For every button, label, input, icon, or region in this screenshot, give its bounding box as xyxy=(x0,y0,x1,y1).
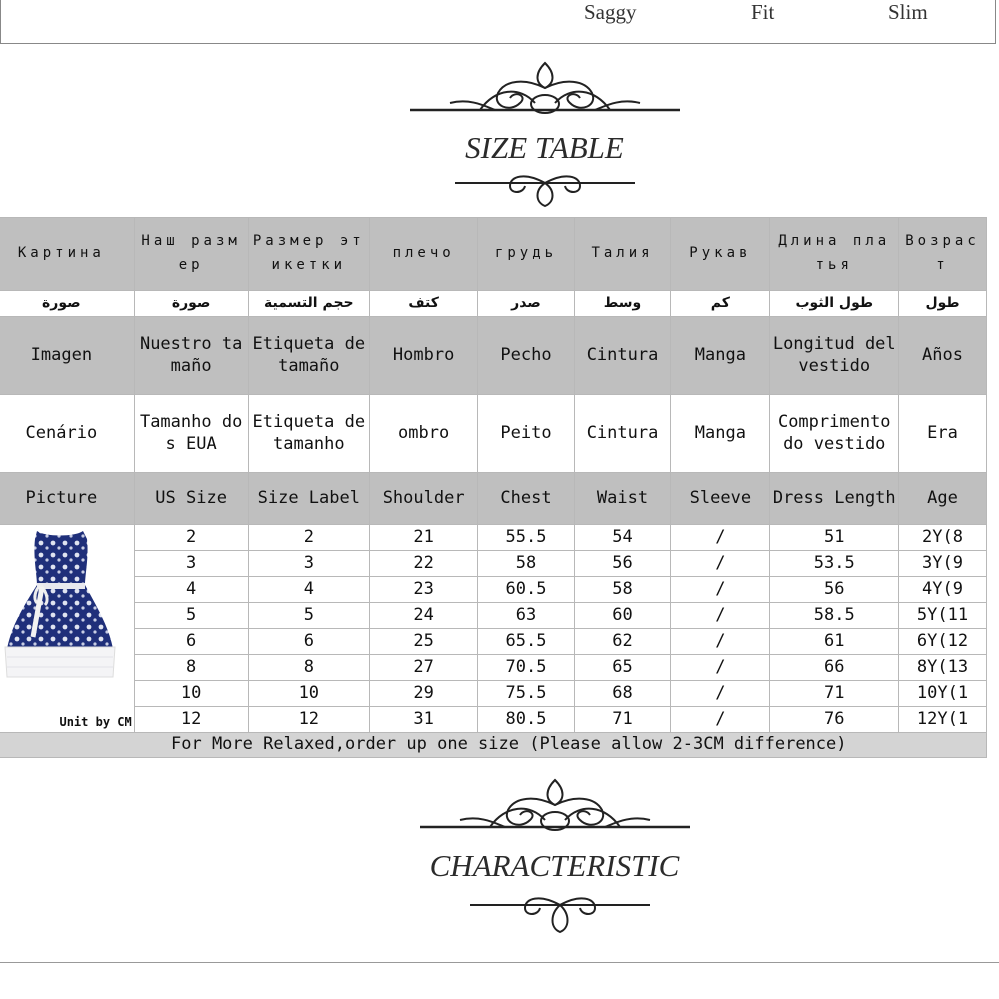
header-cell: Comprimento do vestido xyxy=(770,395,899,473)
header-cell: Hombro xyxy=(370,317,478,395)
header-cell: Waist xyxy=(574,473,670,525)
footer-row xyxy=(0,733,987,758)
header-cell: صورة xyxy=(0,291,134,317)
header-cell: Картина xyxy=(0,218,134,291)
cell-sleeve: / xyxy=(671,681,770,707)
table-row xyxy=(0,681,987,707)
header-cell: Age xyxy=(899,473,987,525)
size-table-title: SIZE TABLE xyxy=(465,130,624,165)
cell-chest: 80.5 xyxy=(478,707,575,733)
ornament-flourish-small-icon xyxy=(455,168,635,208)
unit-note: Unit by CM xyxy=(59,714,132,729)
cell-size-label: 12 xyxy=(248,707,370,733)
header-cell: Chest xyxy=(478,473,575,525)
cell-dress-length: 61 xyxy=(770,629,899,655)
table-row xyxy=(0,525,987,551)
header-cell: US Size xyxy=(134,473,248,525)
cell-shoulder: 22 xyxy=(370,551,478,577)
cell-waist: 58 xyxy=(574,577,670,603)
cell-sleeve: / xyxy=(671,525,770,551)
header-cell: Etiqueta de tamaño xyxy=(248,317,370,395)
cell-dress-length: 76 xyxy=(770,707,899,733)
cell-us-size: 8 xyxy=(134,655,248,681)
header-cell: ombro xyxy=(370,395,478,473)
cell-sleeve: / xyxy=(671,655,770,681)
fit-options-box xyxy=(0,0,996,44)
dress-photo-icon xyxy=(1,527,119,689)
cell-age: 4Y(9 xyxy=(899,577,987,603)
cell-waist: 68 xyxy=(574,681,670,707)
fit-option-fit: Fit xyxy=(751,0,775,24)
cell-waist: 65 xyxy=(574,655,670,681)
header-cell: Cintura xyxy=(574,395,670,473)
header-cell: وسط xyxy=(574,291,670,317)
header-cell: Era xyxy=(899,395,987,473)
table-row xyxy=(0,551,987,577)
header-cell: حجم التسمية xyxy=(248,291,370,317)
cell-dress-length: 51 xyxy=(770,525,899,551)
header-cell: грудь xyxy=(478,218,575,291)
header-row-en xyxy=(0,473,987,525)
cell-us-size: 4 xyxy=(134,577,248,603)
cell-waist: 62 xyxy=(574,629,670,655)
size-table xyxy=(0,217,987,758)
cell-chest: 65.5 xyxy=(478,629,575,655)
cell-size-label: 10 xyxy=(248,681,370,707)
header-cell: طول الثوب xyxy=(770,291,899,317)
cell-chest: 75.5 xyxy=(478,681,575,707)
cell-shoulder: 29 xyxy=(370,681,478,707)
header-cell: صورة xyxy=(134,291,248,317)
cell-us-size: 3 xyxy=(134,551,248,577)
header-cell: Años xyxy=(899,317,987,395)
cell-size-label: 2 xyxy=(248,525,370,551)
cell-sleeve: / xyxy=(671,603,770,629)
ornament-flourish-small-icon xyxy=(470,890,650,935)
cell-age: 8Y(13 xyxy=(899,655,987,681)
cell-us-size: 10 xyxy=(134,681,248,707)
header-cell: Наш размер xyxy=(134,218,248,291)
table-row xyxy=(0,577,987,603)
header-row-ar xyxy=(0,291,987,317)
header-cell: Etiqueta de tamanho xyxy=(248,395,370,473)
header-row-es xyxy=(0,317,987,395)
cell-shoulder: 24 xyxy=(370,603,478,629)
header-cell: Dress Length xyxy=(770,473,899,525)
header-cell: Shoulder xyxy=(370,473,478,525)
footer-note: For More Relaxed,order up one size (Please allow 2-3CM difference) xyxy=(0,733,987,758)
header-cell: Manga xyxy=(671,395,770,473)
header-cell: كتف xyxy=(370,291,478,317)
header-cell: плечо xyxy=(370,218,478,291)
cell-shoulder: 21 xyxy=(370,525,478,551)
ornament-flourish-icon xyxy=(420,775,690,845)
cell-waist: 60 xyxy=(574,603,670,629)
cell-dress-length: 53.5 xyxy=(770,551,899,577)
cell-chest: 60.5 xyxy=(478,577,575,603)
cell-size-label: 4 xyxy=(248,577,370,603)
cell-us-size: 12 xyxy=(134,707,248,733)
cell-shoulder: 31 xyxy=(370,707,478,733)
header-cell: Peito xyxy=(478,395,575,473)
cell-sleeve: / xyxy=(671,551,770,577)
cell-chest: 58 xyxy=(478,551,575,577)
cell-waist: 56 xyxy=(574,551,670,577)
header-cell: Возраст xyxy=(899,218,987,291)
cell-age: 5Y(11 xyxy=(899,603,987,629)
header-cell: Nuestro tamaño xyxy=(134,317,248,395)
header-cell: Sleeve xyxy=(671,473,770,525)
cell-chest: 63 xyxy=(478,603,575,629)
cell-age: 3Y(9 xyxy=(899,551,987,577)
header-cell: Рукав xyxy=(671,218,770,291)
cell-chest: 70.5 xyxy=(478,655,575,681)
cell-waist: 71 xyxy=(574,707,670,733)
cell-sleeve: / xyxy=(671,707,770,733)
cell-sleeve: / xyxy=(671,577,770,603)
cell-size-label: 5 xyxy=(248,603,370,629)
cell-sleeve: / xyxy=(671,629,770,655)
cell-us-size: 5 xyxy=(134,603,248,629)
dress-picture-cell xyxy=(0,525,134,733)
cell-us-size: 2 xyxy=(134,525,248,551)
header-cell: Imagen xyxy=(0,317,134,395)
header-cell: Manga xyxy=(671,317,770,395)
bottom-divider xyxy=(0,962,999,963)
cell-age: 10Y(1 xyxy=(899,681,987,707)
cell-chest: 55.5 xyxy=(478,525,575,551)
header-cell: صدر xyxy=(478,291,575,317)
cell-size-label: 3 xyxy=(248,551,370,577)
cell-waist: 54 xyxy=(574,525,670,551)
table-row xyxy=(0,655,987,681)
table-row xyxy=(0,707,987,733)
header-cell: Size Label xyxy=(248,473,370,525)
header-cell: Размер этикетки xyxy=(248,218,370,291)
header-cell: Cintura xyxy=(574,317,670,395)
cell-shoulder: 27 xyxy=(370,655,478,681)
cell-dress-length: 58.5 xyxy=(770,603,899,629)
cell-us-size: 6 xyxy=(134,629,248,655)
cell-age: 2Y(8 xyxy=(899,525,987,551)
header-cell: Длина платья xyxy=(770,218,899,291)
header-cell: Picture xyxy=(0,473,134,525)
cell-shoulder: 23 xyxy=(370,577,478,603)
table-row xyxy=(0,629,987,655)
header-cell: كم xyxy=(671,291,770,317)
cell-dress-length: 71 xyxy=(770,681,899,707)
cell-dress-length: 56 xyxy=(770,577,899,603)
cell-age: 6Y(12 xyxy=(899,629,987,655)
header-cell: طول xyxy=(899,291,987,317)
cell-age: 12Y(1 xyxy=(899,707,987,733)
header-cell: Pecho xyxy=(478,317,575,395)
characteristic-title: CHARACTERISTIC xyxy=(429,848,680,883)
fit-option-saggy: Saggy xyxy=(584,0,637,24)
header-cell: Tamanho dos EUA xyxy=(134,395,248,473)
header-row-pt xyxy=(0,395,987,473)
cell-dress-length: 66 xyxy=(770,655,899,681)
cell-shoulder: 25 xyxy=(370,629,478,655)
header-cell: Cenário xyxy=(0,395,134,473)
header-cell: Longitud del vestido xyxy=(770,317,899,395)
cell-size-label: 6 xyxy=(248,629,370,655)
ornament-flourish-icon xyxy=(410,58,680,128)
fit-option-slim: Slim xyxy=(888,0,928,24)
table-row xyxy=(0,603,987,629)
cell-size-label: 8 xyxy=(248,655,370,681)
header-cell: Талия xyxy=(574,218,670,291)
header-row-ru xyxy=(0,218,987,291)
